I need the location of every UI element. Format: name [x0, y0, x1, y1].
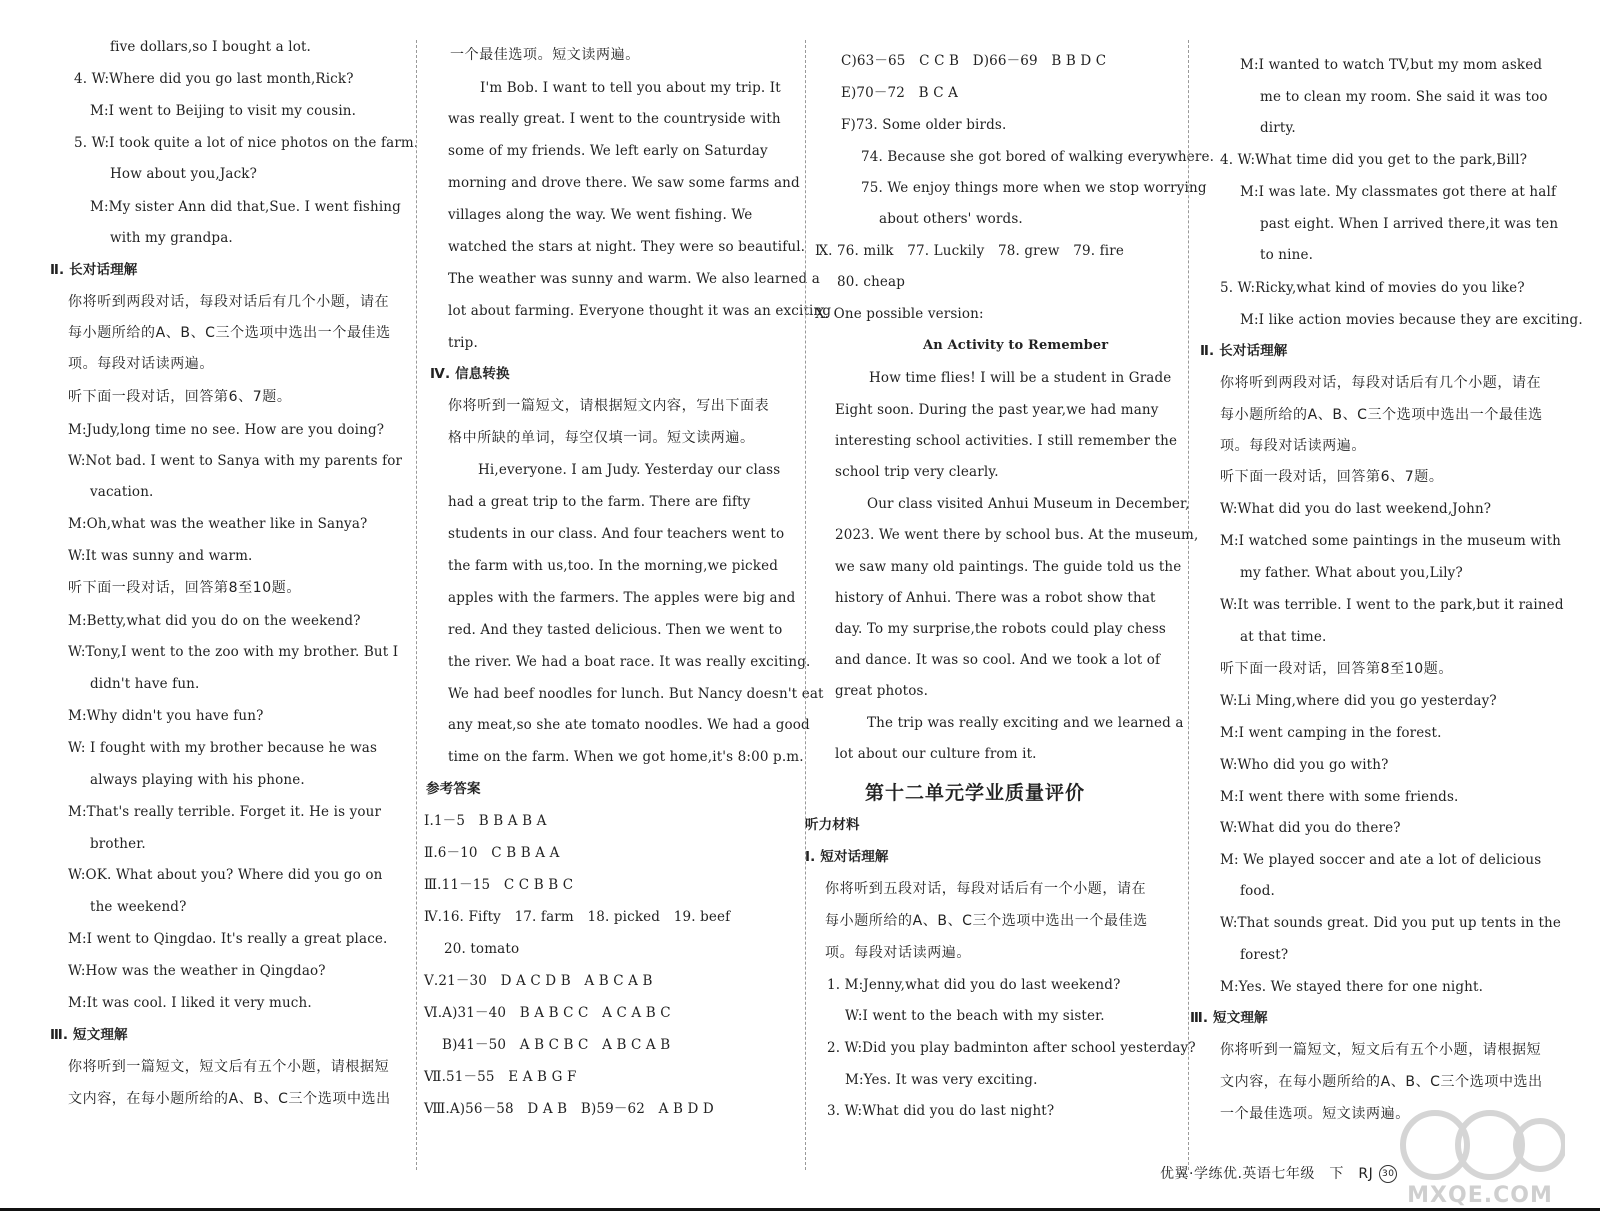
text-line: Hi,everyone. I am Judy. Yesterday our class [478, 462, 781, 478]
text-line: 4. W:Where did you go last month,Rick? [74, 71, 354, 87]
text-line: my father. What about you,Lily? [1240, 565, 1463, 581]
text-line: W:OK. What about you? Where did you go on [68, 867, 383, 883]
text-line: vacation. [90, 484, 154, 500]
text-line: to nine. [1260, 247, 1314, 263]
text-line: lot about farming. Everyone thought it was an exciting [448, 303, 832, 319]
text-line: M:Why didn't you have fun? [68, 708, 264, 724]
text-line: morning and drove there. We saw some farms and [448, 175, 800, 191]
text-line: didn't have fun. [90, 676, 200, 692]
watermark-text: MXQE.COM [1407, 1183, 1553, 1208]
text-line: interesting school activities. I still remember the [835, 433, 1178, 449]
text-line: history of Anhui. There was a robot show that [835, 590, 1156, 606]
answer-line: Ⅴ.21－30 D A C D B A B C A B [424, 973, 653, 989]
text-line: forest? [1240, 947, 1289, 963]
column-2 [420, 0, 832, 1221]
text-line: 3. W:What did you do last night? [827, 1103, 1055, 1119]
text-line: The trip was really exciting and we learned a [867, 715, 1184, 731]
text-line: M: We played soccer and ate a lot of delicious [1220, 852, 1542, 868]
section-heading: Ⅲ. 短文理解 [50, 1027, 128, 1043]
text-line: 2. W:Did you play badminton after school yesterday? [827, 1040, 1196, 1056]
answer-line: Ⅳ.16. Fifty 17. farm 18. picked 19. beef [424, 909, 731, 925]
text-line: W:It was sunny and warm. [68, 548, 253, 564]
instruction-line: 你将听到五段对话，每段对话后有一个小题，请在 [825, 881, 1147, 897]
column-divider [416, 40, 417, 1170]
text-line: W:What did you do last weekend,John? [1220, 501, 1492, 517]
text-line: W: I fought with my brother because he was [68, 740, 378, 756]
answer-key-heading: 参考答案 [426, 781, 481, 797]
text-line: school trip very clearly. [835, 464, 999, 480]
instruction-line: 文内容，在每小题所给的A、B、C三个选项中选出 [68, 1091, 391, 1107]
answer-line: C)63－65 C C B D)66－69 B B D C [841, 53, 1107, 69]
text-line: me to clean my room. She said it was too [1260, 89, 1548, 105]
instruction-line: 你将听到两段对话，每段对话后有几个小题，请在 [1220, 375, 1542, 391]
answer-line: Ⅸ. 76. milk 77. Luckily 78. grew 79. fire [815, 243, 1124, 259]
instruction-line: 文内容，在每小题所给的A、B、C三个选项中选出 [1220, 1074, 1543, 1090]
watermark-glyphs-icon [1395, 1105, 1565, 1185]
text-line: W:Who did you go with? [1220, 757, 1389, 773]
text-line: five dollars,so I bought a lot. [110, 39, 311, 55]
text-line: was really great. I went to the countryside with [448, 111, 781, 127]
text-line: How about you,Jack? [110, 166, 258, 182]
text-line: any meat,so she ate tomato noodles. We had a good [448, 717, 810, 733]
text-line: 5. W:I took quite a lot of nice photos on the farm. [74, 135, 419, 151]
text-line: W:Tony,I went to the zoo with my brother. But I [68, 644, 399, 660]
text-line: M:I watched some paintings in the museum with [1220, 533, 1561, 549]
answer-line: E)70－72 B C A [841, 85, 959, 101]
column-3 [805, 0, 1215, 1221]
text-line: the weekend? [90, 899, 187, 915]
text-line: the river. We had a boat race. It was really exciting. [448, 654, 811, 670]
text-line: past eight. When I arrived there,it was ten [1260, 216, 1559, 232]
text-line: brother. [90, 836, 146, 852]
answer-line: Ⅵ.A)31－40 B A B C C A C A B C [424, 1005, 671, 1021]
text-line: We had beef noodles for lunch. But Nancy doesn't eat [448, 686, 824, 702]
instruction-line: 项。每段对话读两遍。 [825, 945, 971, 961]
text-line: 5. W:Ricky,what kind of movies do you like? [1220, 280, 1525, 296]
section-heading: Ⅱ. 长对话理解 [1200, 343, 1288, 359]
text-line: M:Yes. It was very exciting. [845, 1072, 1038, 1088]
text-line: M:Judy,long time no see. How are you doing? [68, 422, 385, 438]
text-line: with my grandpa. [110, 230, 233, 246]
text-line: M:That's really terrible. Forget it. He is your [68, 804, 382, 820]
section-heading: Ⅱ. 长对话理解 [50, 262, 138, 278]
section-heading: Ⅰ. 短对话理解 [805, 849, 889, 865]
text-line: M:I went to Beijing to visit my cousin. [90, 103, 357, 119]
answer-line: about others' words. [879, 211, 1023, 227]
answer-line: Ⅲ.11－15 C C B B C [424, 877, 574, 893]
text-line: and dance. It was so cool. And we took a lot of [835, 652, 1161, 668]
text-line: M:I went camping in the forest. [1220, 725, 1442, 741]
answer-line: F)73. Some older birds. [841, 117, 1007, 133]
text-line: I'm Bob. I want to tell you about my trip. It [480, 80, 781, 96]
text-line: lot about our culture from it. [835, 746, 1037, 762]
text-line: M:I went there with some friends. [1220, 789, 1459, 805]
column-divider [1188, 40, 1189, 1170]
text-line: W:It was terrible. I went to the park,but it rained [1220, 597, 1564, 613]
answer-line: Ⅱ.6－10 C B B A A [424, 845, 560, 861]
instruction-line: 一个最佳选项。短文读两遍。 [450, 47, 640, 63]
instruction-line: 项。每段对话读两遍。 [1220, 438, 1366, 454]
text-line: W:Li Ming,where did you go yesterday? [1220, 693, 1497, 709]
text-line: Our class visited Anhui Museum in December, [867, 496, 1190, 512]
unit-title: 第十二单元学业质量评价 [865, 782, 1086, 804]
text-line: W:How was the weather in Qingdao? [68, 963, 326, 979]
text-line: some of my friends. We left early on Saturday [448, 143, 768, 159]
text-line: M:It was cool. I liked it very much. [68, 995, 312, 1011]
page-footer [1160, 1163, 1397, 1183]
instruction-line: 你将听到一篇短文，短文后有五个小题，请根据短 [68, 1059, 390, 1075]
footer-book-title: 优翼·学练优.英语七年级 下 RJ [1160, 1166, 1374, 1182]
answer-line: 80. cheap [837, 274, 906, 290]
text-line: W:Not bad. I went to Sanya with my parents for [68, 453, 403, 469]
text-line: M:I like action movies because they are exciting. [1240, 312, 1583, 328]
text-line: How time flies! I will be a student in Grade [869, 370, 1172, 386]
text-line: Eight soon. During the past year,we had many [835, 402, 1159, 418]
instruction-line: 一个最佳选项。短文读两遍。 [1220, 1106, 1410, 1122]
text-line: dirty. [1260, 120, 1296, 136]
text-line: at that time. [1240, 629, 1327, 645]
answer-line: B)41－50 A B C B C A B C A B [442, 1037, 671, 1053]
text-line: 4. W:What time did you get to the park,Bill? [1220, 152, 1528, 168]
text-line: The weather was sunny and warm. We also learned a [448, 271, 820, 287]
text-line: M:I was late. My classmates got there at half [1240, 184, 1557, 200]
section-heading: Ⅳ. 信息转换 [430, 366, 510, 382]
section-heading: Ⅲ. 短文理解 [1190, 1010, 1268, 1026]
text-line: the farm with us,too. In the morning,we picked [448, 558, 779, 574]
text-line: M:Yes. We stayed there for one night. [1220, 979, 1484, 995]
text-line: we saw many old paintings. The guide told us the [835, 559, 1182, 575]
text-line: M:I went to Qingdao. It's really a great place. [68, 931, 388, 947]
section-heading: 听力材料 [805, 817, 860, 833]
instruction-line: 听下面一段对话，回答第8至10题。 [68, 580, 301, 596]
text-line: M:Betty,what did you do on the weekend? [68, 613, 361, 629]
instruction-line: 听下面一段对话，回答第6、7题。 [1220, 469, 1444, 485]
text-line: red. And they tasted delicious. Then we went to [448, 622, 783, 638]
text-line: students in our class. And four teachers went to [448, 526, 785, 542]
instruction-line: 听下面一段对话，回答第8至10题。 [1220, 661, 1453, 677]
answer-line: 74. Because she got bored of walking everywhere. [861, 149, 1215, 165]
instruction-line: 你将听到两段对话，每段对话后有几个小题，请在 [68, 294, 390, 310]
bottom-rule [0, 1208, 1600, 1211]
answer-line: 20. tomato [444, 941, 520, 957]
text-line: W:What did you do there? [1220, 820, 1401, 836]
text-line: W:That sounds great. Did you put up tents in the [1220, 915, 1562, 931]
text-line: day. To my surprise,the robots could play chess [835, 621, 1167, 637]
text-line: trip. [448, 335, 478, 351]
answer-line: Ⅰ.1－5 B B A B A [424, 813, 547, 829]
text-line: M:I wanted to watch TV,but my mom asked [1240, 57, 1543, 73]
text-line: W:I went to the beach with my sister. [845, 1008, 1105, 1024]
instruction-line: 格中所缺的单词，每空仅填一词。短文读两遍。 [448, 430, 755, 446]
instruction-line: 你将听到一篇短文，请根据短文内容，写出下面表 [448, 398, 770, 414]
text-line: great photos. [835, 683, 929, 699]
text-line: had a great trip to the farm. There are fifty [448, 494, 751, 510]
page-number: 30 [1379, 1165, 1397, 1183]
answer-line: Ⅷ.A)56－58 D A B B)59－62 A B D D [424, 1101, 714, 1117]
column-4 [1190, 0, 1583, 1221]
text-line: time on the farm. When we got home,it's 8:00 p.m. [448, 749, 804, 765]
text-line: villages along the way. We went fishing. We [448, 207, 753, 223]
instruction-line: 项。每段对话读两遍。 [68, 356, 214, 372]
watermark-logo [1395, 1105, 1565, 1215]
essay-title: An Activity to Remember [923, 338, 1109, 353]
instruction-line: 每小题所给的A、B、C三个选项中选出一个最佳选 [68, 325, 391, 341]
text-line: food. [1240, 883, 1275, 899]
column-1 [0, 0, 419, 1221]
text-line: 2023. We went there by school bus. At the museum, [835, 527, 1199, 543]
answer-line: Ⅶ.51－55 E A B G F [424, 1069, 577, 1085]
instruction-line: 你将听到一篇短文，短文后有五个小题，请根据短 [1220, 1042, 1542, 1058]
instruction-line: 听下面一段对话，回答第6、7题。 [68, 389, 292, 405]
answer-line: 75. We enjoy things more when we stop worrying [861, 180, 1207, 196]
instruction-line: 每小题所给的A、B、C三个选项中选出一个最佳选 [825, 913, 1148, 929]
text-line: 1. M:Jenny,what did you do last weekend? [827, 977, 1121, 993]
text-line: apples with the farmers. The apples were big and [448, 590, 796, 606]
instruction-line: 每小题所给的A、B、C三个选项中选出一个最佳选 [1220, 407, 1543, 423]
answer-line: Ⅹ. One possible version: [815, 306, 984, 322]
text-line: watched the stars at night. They were so beautiful. [448, 239, 806, 255]
text-line: always playing with his phone. [90, 772, 305, 788]
text-line: M:Oh,what was the weather like in Sanya? [68, 516, 368, 532]
text-line: M:My sister Ann did that,Sue. I went fishing [90, 199, 401, 215]
